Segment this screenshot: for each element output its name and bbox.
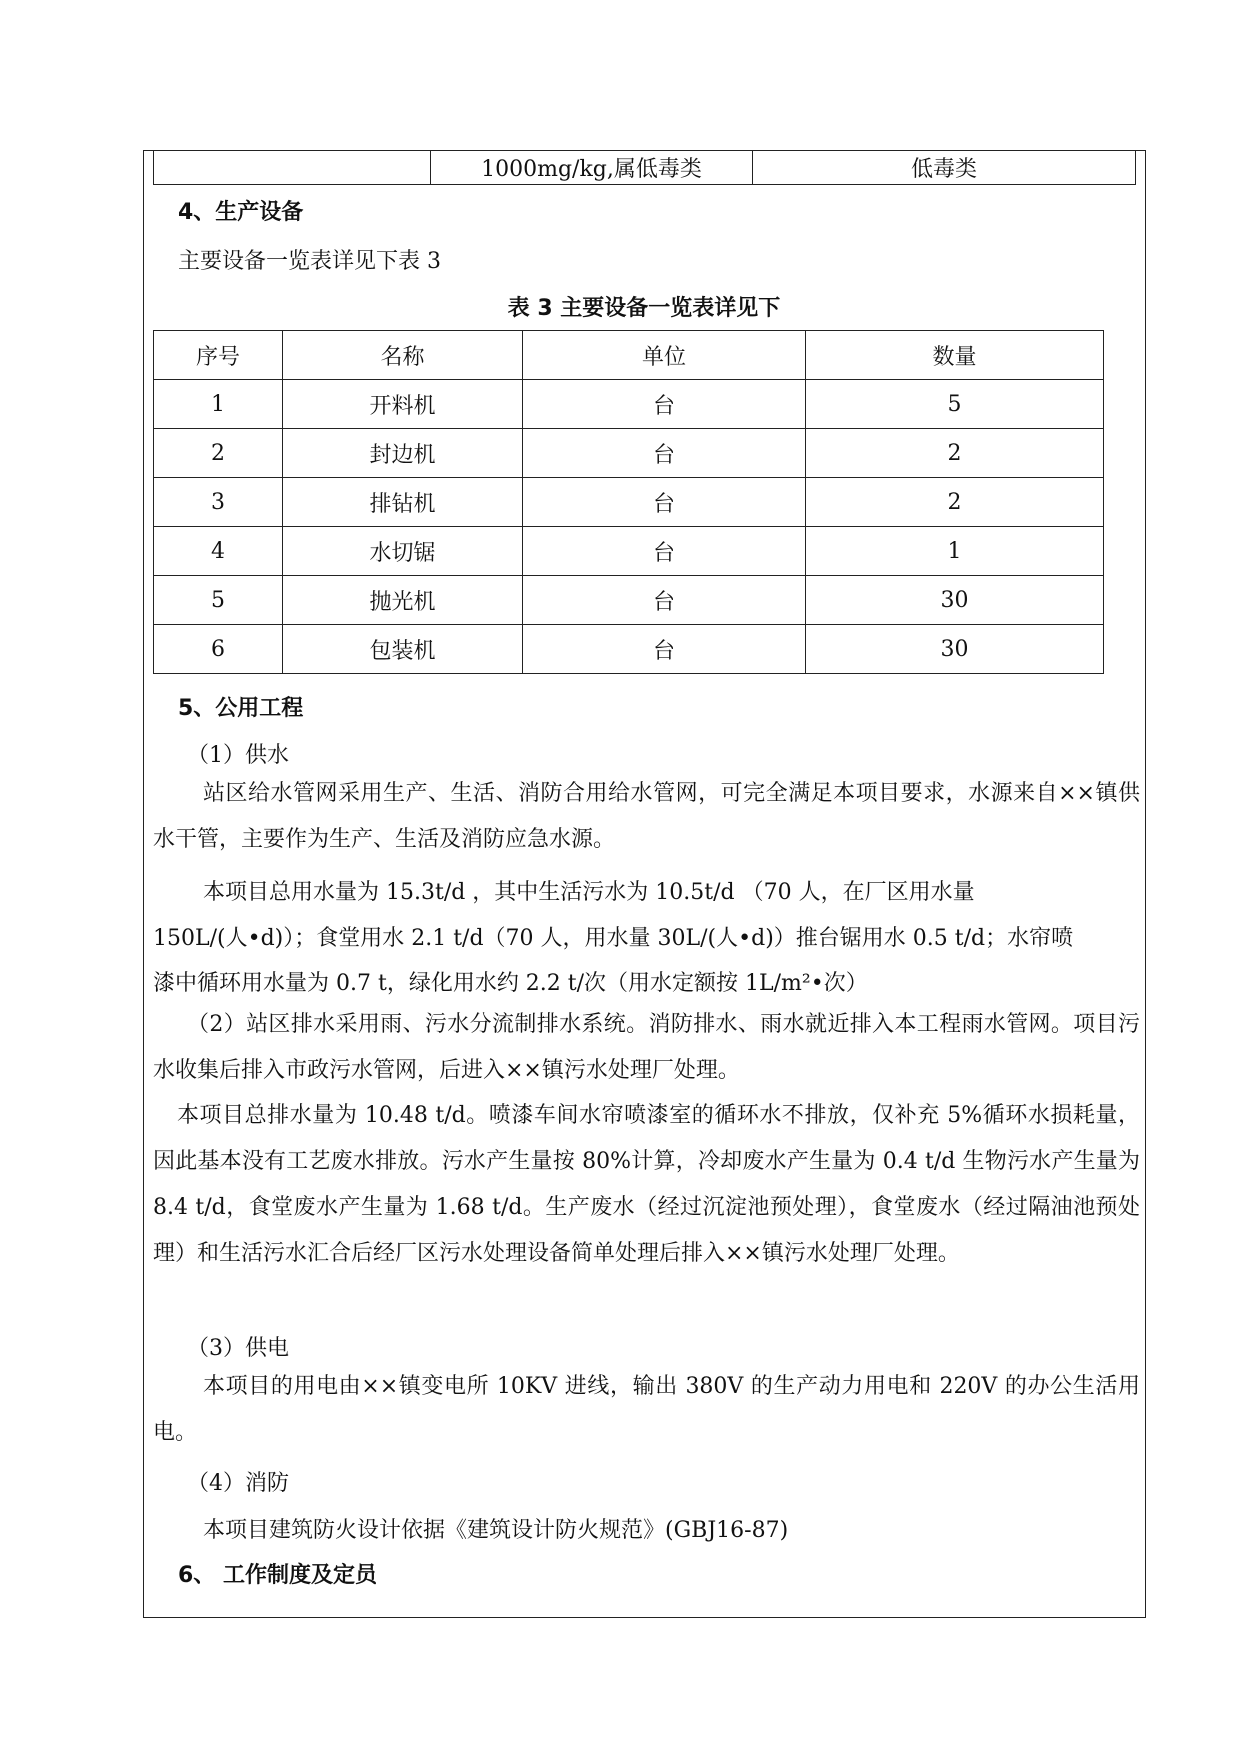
table-cell: 台 [523, 527, 806, 576]
table-cell: 水切锯 [283, 527, 523, 576]
table-cell: 2 [806, 429, 1104, 478]
header-name: 名称 [283, 331, 523, 380]
table-caption: 表 3 主要设备一览表详见下 [507, 296, 781, 321]
drainage-volume-paragraph: 本项目总排水量为 10.48 t/d。喷漆车间水帘喷漆室的循环水不排放，仅补充 5%循环水损耗量，因此基本没有工艺废水排放。污水产生量按 80%计算，冷却废水产生量为 0.4 t/d 生物污水产生量为 8.4 t/d，食堂废水产生量为 1.68 t/d。生产废水（经过沉淀池预处理），食堂废水（经过隔油池预处理）和生活污水汇合后经厂区污水处理设备简单处理后排入××镇污水处理厂处理。 [153, 1103, 1140, 1266]
table-cell: 30 [806, 576, 1104, 625]
section-6-heading: 6、 工作制度及定员 [178, 1563, 377, 1588]
table-row [154, 151, 1136, 185]
table-row [154, 625, 1104, 674]
water-use-line-1: 本项目总用水量为 15.3t/d ，其中生活污水为 10.5t/d （70 人，在厂区用水量 [203, 880, 975, 905]
table-row [154, 576, 1104, 625]
table-cell: 包装机 [283, 625, 523, 674]
table-cell: 5 [806, 380, 1104, 429]
water-supply-paragraph: 站区给水管网采用生产、生活、消防合用给水管网，可完全满足本项目要求，水源来自××镇供水干管，主要作为生产、生活及消防应急水源。 [153, 781, 1140, 852]
table-cell: 4 [154, 527, 283, 576]
table-cell [154, 151, 431, 185]
fire-paragraph: 本项目建筑防火设计依据《建筑设计防火规范》(GBJ16-87) [203, 1518, 789, 1543]
table-cell: 1 [806, 527, 1104, 576]
table-cell: 台 [523, 625, 806, 674]
table-cell: 6 [154, 625, 283, 674]
table-cell: 封边机 [283, 429, 523, 478]
equipment-table [153, 330, 1104, 674]
equipment-intro: 主要设备一览表详见下表 3 [178, 249, 441, 274]
section-5-heading: 5、公用工程 [178, 696, 304, 721]
header-quantity: 数量 [806, 331, 1104, 380]
power-paragraph: 本项目的用电由××镇变电所 10KV 进线，输出 380V 的生产动力用电和 220V 的办公生活用电。 [153, 1374, 1140, 1445]
table-row [154, 429, 1104, 478]
table-row [154, 380, 1104, 429]
table-cell: 2 [806, 478, 1104, 527]
prev-table-tail [153, 150, 1136, 185]
water-supply-heading: （1）供水 [187, 743, 289, 768]
section-4-heading: 4、生产设备 [178, 200, 304, 225]
table-cell: 台 [523, 576, 806, 625]
table-cell: 开料机 [283, 380, 523, 429]
table-cell: 抛光机 [283, 576, 523, 625]
table-row [154, 527, 1104, 576]
table-cell: 30 [806, 625, 1104, 674]
table-header-row [154, 331, 1104, 380]
drainage-paragraph: （2）站区排水采用雨、污水分流制排水系统。消防排水、雨水就近排入本工程雨水管网。项目污水收集后排入市政污水管网，后进入××镇污水处理厂处理。 [153, 1012, 1140, 1083]
table-cell: 3 [154, 478, 283, 527]
power-heading: （3）供电 [187, 1336, 289, 1361]
water-use-line-2: 150L/(人•d)）；食堂用水 2.1 t/d（70 人，用水量 30L/(人•d)）推台锯用水 0.5 t/d；水帘喷 [153, 926, 1074, 951]
header-unit: 单位 [523, 331, 806, 380]
table-row [154, 478, 1104, 527]
table-cell: 台 [523, 380, 806, 429]
water-use-line-3: 漆中循环用水量为 0.7 t，绿化用水约 2.2 t/次（用水定额按 1L/m²•次） [153, 971, 868, 996]
table-cell: 2 [154, 429, 283, 478]
fire-heading: （4）消防 [187, 1471, 289, 1496]
table-cell: 低毒类 [753, 151, 1136, 185]
table-cell: 台 [523, 429, 806, 478]
table-cell: 1 [154, 380, 283, 429]
table-cell: 台 [523, 478, 806, 527]
header-index: 序号 [154, 331, 283, 380]
table-cell: 1000mg/kg,属低毒类 [431, 151, 753, 185]
table-cell: 排钻机 [283, 478, 523, 527]
table-cell: 5 [154, 576, 283, 625]
